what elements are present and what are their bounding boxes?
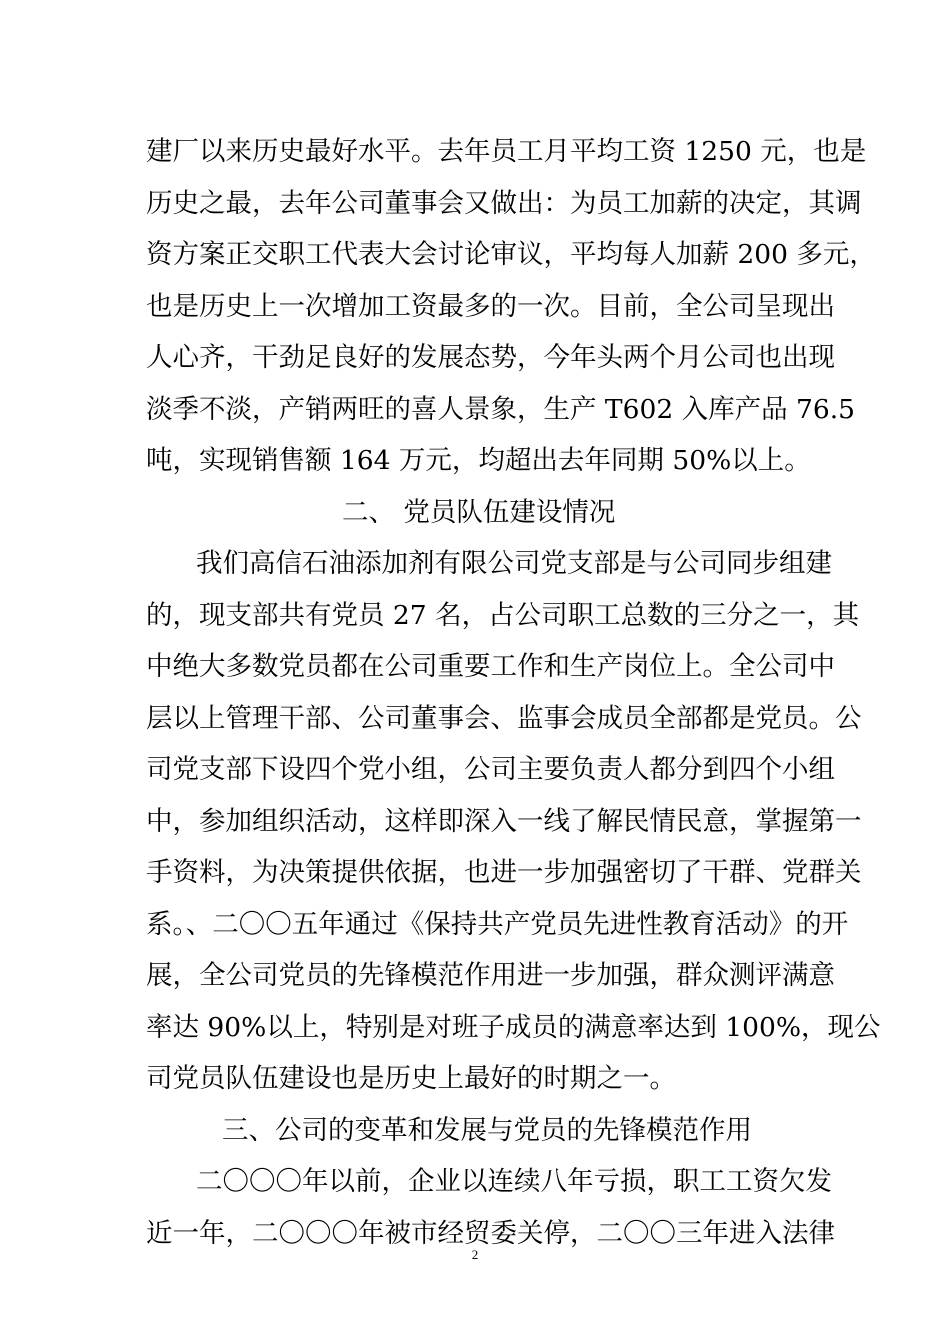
text-line: 中，参加组织活动，这样即深入一线了解民情民意，掌握第一: [146, 805, 862, 837]
text-line: 建厂以来历史最好水平。去年员工月平均工资 1250 元，也是: [146, 136, 867, 167]
text-line: 吨，实现销售额 164 万元，均超出去年同期 50%以上。: [146, 445, 811, 476]
body-text: [146, 126, 881, 1259]
text-line: 层以上管理干部、公司董事会、监事会成员全部都是党员。公: [146, 702, 862, 734]
text-line: 手资料，为决策提供依据，也进一步加强密切了干群、党群关: [146, 857, 862, 888]
section-heading: 二、 党员队伍建设情况: [342, 496, 616, 528]
text-line: 我们高信石油添加剂有限公司党支部是与公司同步组建: [196, 548, 832, 579]
text-line: 近一年，二〇〇〇年被市经贸委关停，二〇〇三年进入法律: [146, 1217, 835, 1249]
section-heading: 三、公司的变革和发展与党员的先锋模范作用: [222, 1114, 752, 1146]
text-line: 的，现支部共有党员 27 名，占公司职工总数的三分之一，其: [146, 599, 860, 631]
text-line: 也是历史上一次增加工资最多的一次。目前，全公司呈现出: [146, 290, 835, 322]
text-line: 展，全公司党员的先锋模范作用进一步加强，群众测评满意: [146, 960, 835, 991]
text-line: 淡季不淡，产销两旺的喜人景象，生产 T602 入库产品 76.5: [146, 393, 856, 425]
text-line: 人心齐，干劲足良好的发展态势，今年头两个月公司也出现: [146, 342, 835, 373]
text-line: 司党员队伍建设也是历史上最好的时期之一。: [146, 1063, 676, 1094]
text-line: 历史之最，去年公司董事会又做出：为员工加薪的决定，其调: [146, 187, 862, 219]
text-line: 率达 90%以上，特别是对班子成员的满意率达到 100%，现公: [146, 1011, 881, 1043]
text-line: 资方案正交职工代表大会讨论审议，平均每人加薪 200 多元，: [146, 239, 876, 270]
text-line: 司党支部下设四个党小组，公司主要负责人都分到四个小组: [146, 754, 835, 785]
text-line: 系。、二〇〇五年通过《保持共产党员先进性教育活动》的开: [146, 908, 849, 940]
text-line: 二〇〇〇年以前，企业以连续八年亏损，职工工资欠发: [196, 1166, 832, 1197]
text-line: 中绝大多数党员都在公司重要工作和生产岗位上。全公司中: [146, 651, 835, 682]
page-number: 2: [471, 1247, 479, 1262]
